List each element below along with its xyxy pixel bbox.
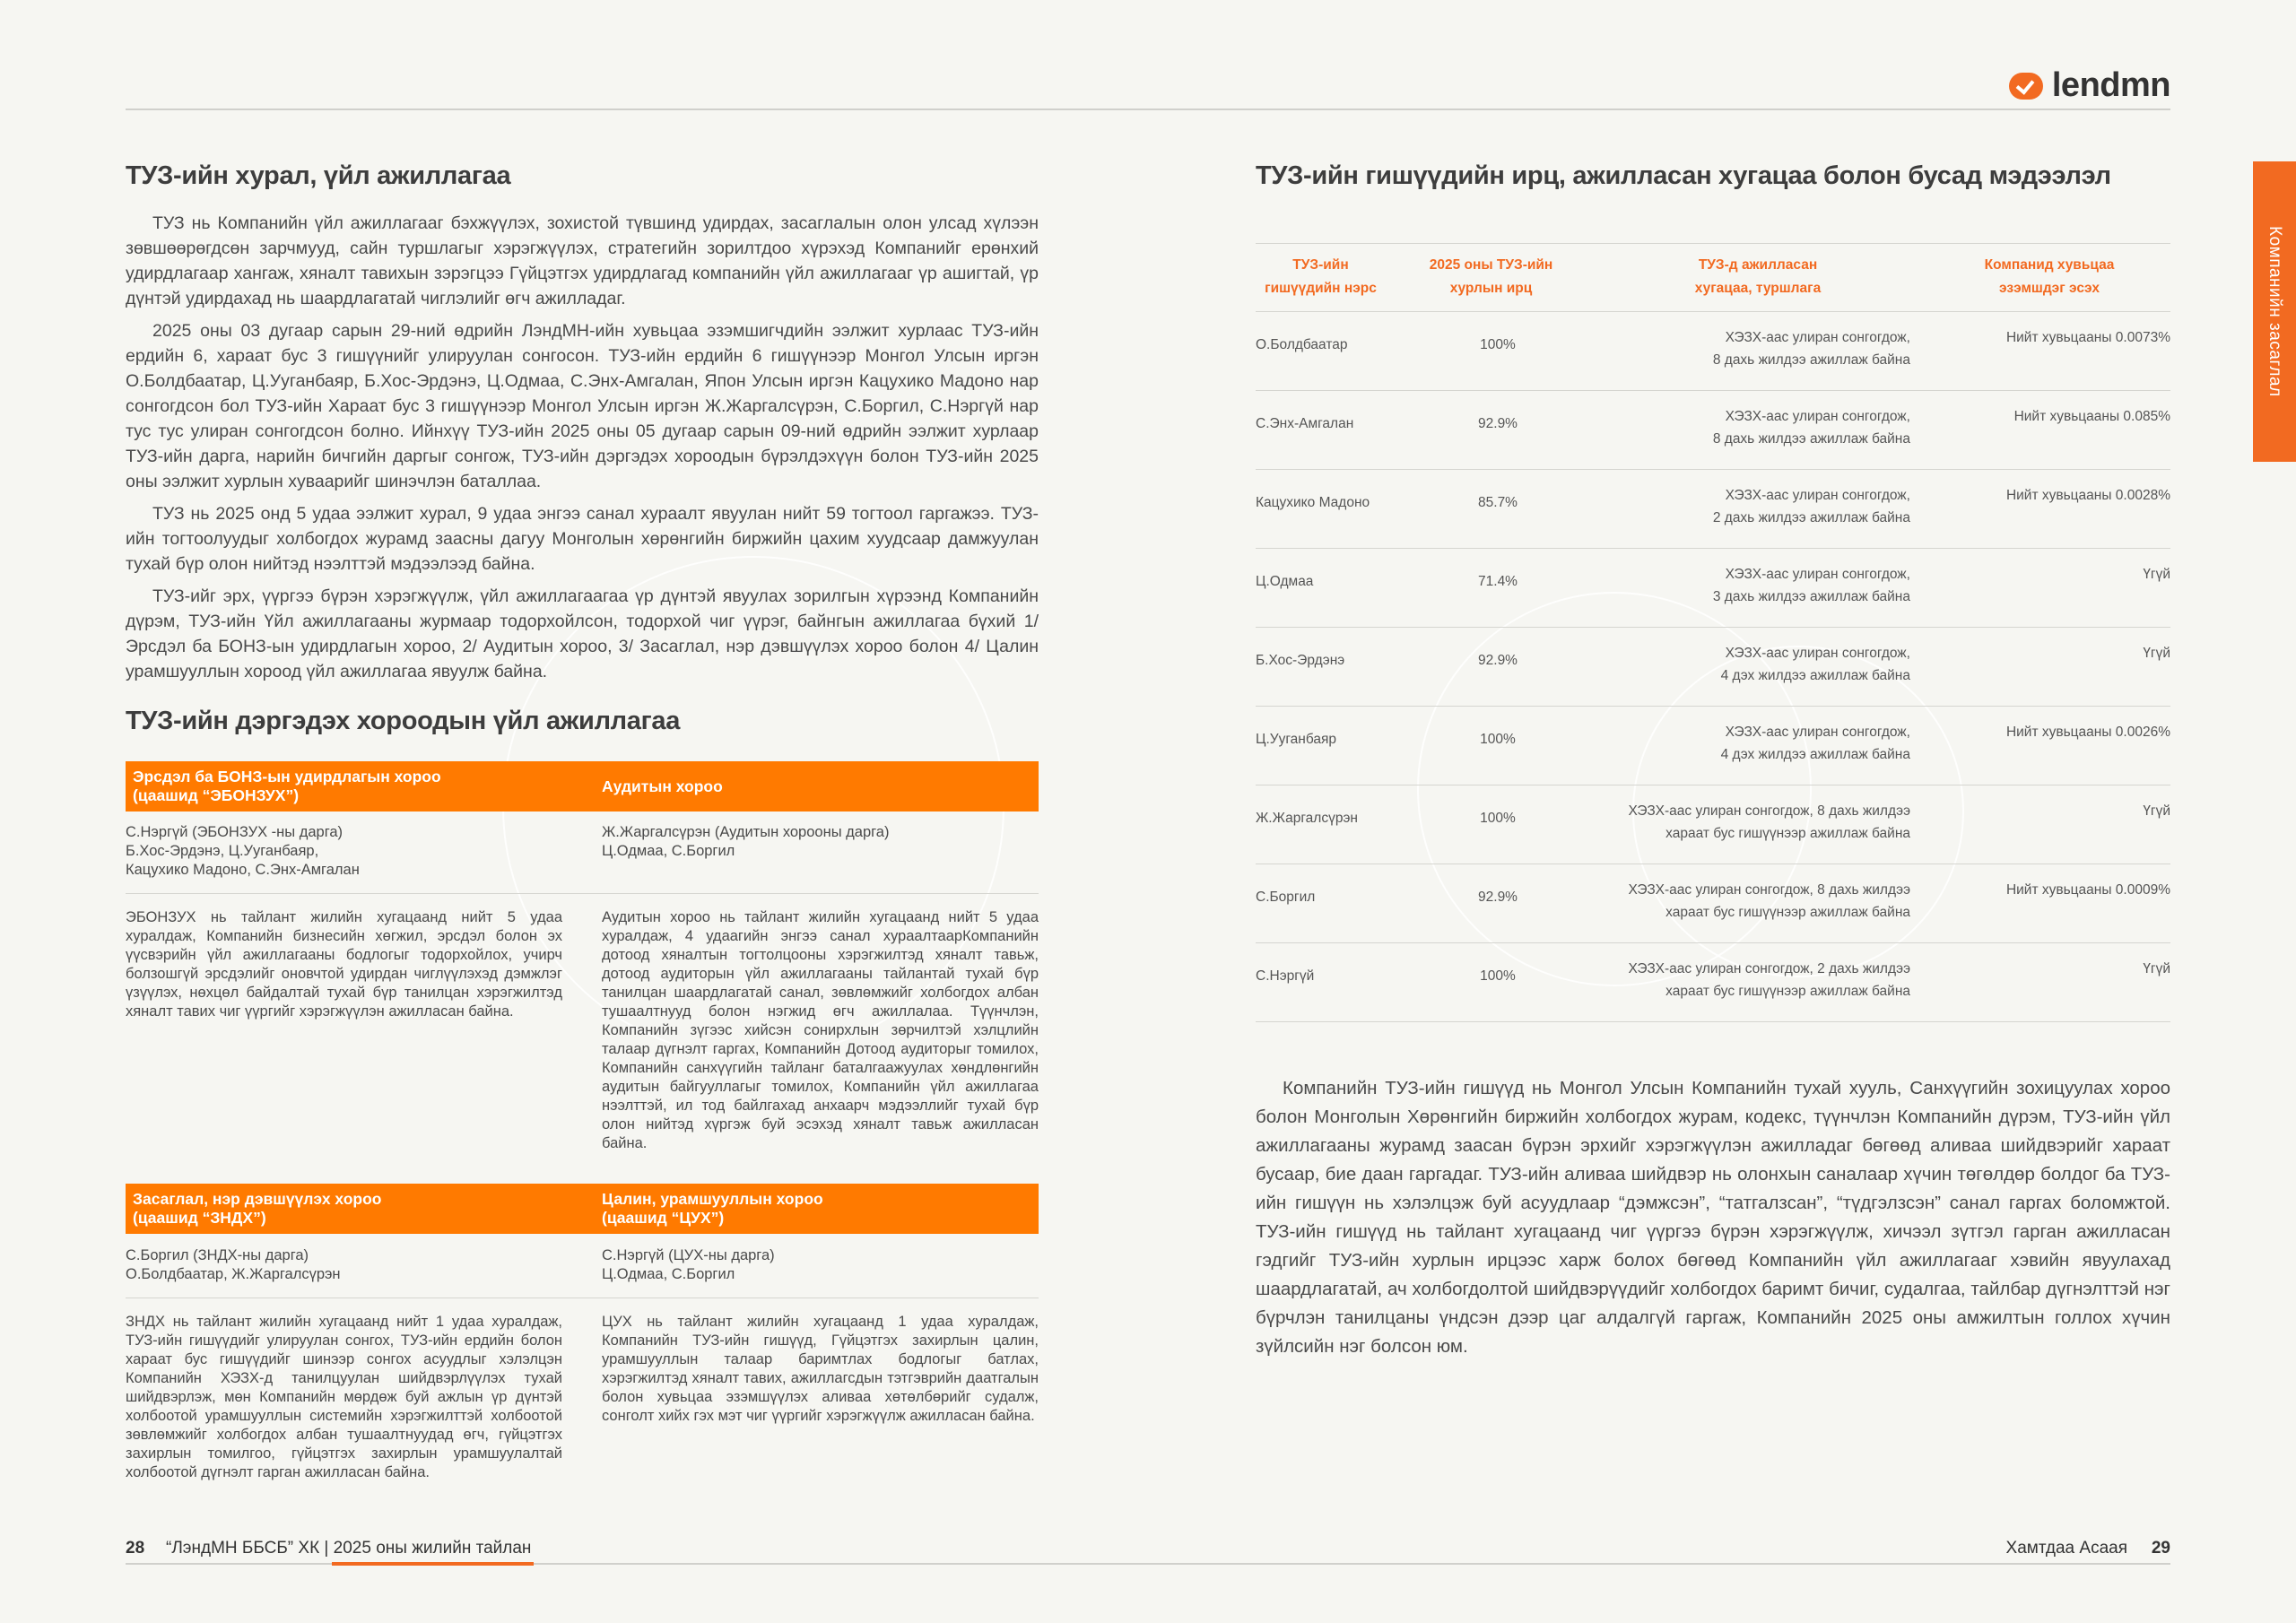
member-attendance: 92.9% (1478, 416, 1518, 431)
committee-description: ЦУХ нь тайлант жилийн хугацаанд 1 удаа хуралдаж, Компанийн ТУЗ-ийн гишүүд, Гүйцэтгэх захирлын цалин, урамшууллын талаар баримтлах бодлогыг батлах, хэрэгжилтэд хяналт тавих, ажиллагсдын тэтгэврийн даатгалын болон хувьцаа эзэмшүүлэх аливаа хөтөлбөрийг судалж, сонголт хийх гэх мэт чиг үүргийг хэрэгжүүлж ажилласан байна. (602, 1314, 1039, 1424)
member-shares: Нийт хувьцааны 0.0028% (2005, 488, 2170, 503)
table-row-divider (1256, 390, 2170, 391)
page-number-left: 28 (126, 1539, 145, 1558)
committee-header-bar (126, 1184, 1039, 1234)
member-shares: Үгүй (2143, 567, 2170, 582)
member-shares: Үгүй (2143, 803, 2170, 819)
header-divider (126, 108, 2170, 110)
member-attendance: 100% (1480, 732, 1516, 747)
page-number-right: 29 (2151, 1539, 2170, 1558)
table-header-name: ТУЗ-ийн гишүүдийн нэрс (1265, 257, 1377, 296)
committee-title: Эрсдэл ба БОНЗ-ын удирдлагын хороо (цаашид “ЭБОНЗУХ”) (133, 768, 441, 804)
committee-description: ЭБОНЗУХ нь тайлант жилийн хугацаанд нийт 5 удаа хуралдаж, Компанийн бизнесийн хөгжил, эрсдэл болон эх үүсвэрийн үйл ажиллагааны бодлогыг тодорхойлох, учирч болзошгүй эрсдэлийг оновчтой удирдан чиглүүлэхэд дэмжлэг үзүүлэх, нөхцөл байдалтай тухай бүр танилцан хэрэгжилтэд хяналт тавих чиг үүргийг хэрэгжүүлэн ажилласан байна. (126, 909, 562, 1020)
member-name: С.Энх-Амгалан (1256, 416, 1354, 431)
committee-description: Аудитын хороо нь тайлант жилийн хугацаанд нийт 5 удаа хуралдаж, 4 удаагийн энгээ санал хураалтаарКомпанийн дотоод хяналтын тогтолцооны хэрэгжилтэд хяналт тавьж, дотоод аудиторын үйл ажиллагааны тайлантай тухай бүр танилцан шаардлагатай санал, зөвлөмжийг холбогдох албан тушаалтнууд болон нэгжид өгч ажиллалаа. Түүнчлэн, Компанийн зүгээс хийсэн сонирхлын зөрчилтэй хэлцлийн талаар дүгнэлт гаргах, Компанийн Дотоод аудиторыг томилох, Компанийн санхүүгийн тайланг баталгаажуулах хөндлөнгийн аудитын байгууллагыг томилох, Компанийн үйл ажиллагаа нээлттэй, ил тод байлгахад анхаарч мэдээллийг тухай бүр олон нийтэд хүргэж буй эсэхэд хяналт тавьж ажилласан байна. (602, 909, 1039, 1151)
member-attendance: 100% (1480, 968, 1516, 984)
committee-members: С.Боргил (ЗНДХ-ны дарга) О.Болдбаатар, Ж.Жаргалсүрэн (126, 1247, 341, 1282)
board-summary-paragraph: Компанийн ТУЗ-ийн гишүүд нь Монгол Улсын Компанийн тухай хууль, Санхүүгийн зохицуулах хороо болон Монголын Хөрөнгийн биржийн холбогдох журам, кодекс, түүнчлэн Компанийн дүрэм, ТУЗ-ийн үйл ажиллагааны журамд заасан бүрэн эрхийг хэрэгжүүлэн ажилладаг бөгөөд аливаа шийдвэрийг хараат бусаар, бие даан гаргадаг. ТУЗ-ийн аливаа шийдвэр нь олонхын саналаар хүчин төгөлдөр болдог ба ТУЗ-ийн гишүүн нь хэлэлцэж буй асуудлаар “дэмжсэн”, “татгалзсан”, “түдгэлзсэн” санал гаргах боломжтой. ТУЗ-ийн гишүүд нь тайлант хугацаанд чиг үүргээ бүрэн хэрэгжүүлж, хичээл зүтгэл гарган ажилласан гэдгийг ТУЗ-ийн хурлын ирцээс харж болох бөгөөд Компанийн үйл ажиллагааг хэвийн явуулахад шаардлагатай, ач холбогдолтой шийдвэрүүдийг холбогдох баримт бичиг, судалгаа, тайлбар дүгнэлттэй нэг бүрчлэн танилцаны үндсэн дээр цаг алдалгүй гаргаж, Компанийн 2025 оны амжилтын голлох хүчин зүйлсийн нэг болсон юм. (1256, 1078, 2170, 1357)
committee-text-row (126, 1313, 1039, 1482)
member-shares: Үгүй (2143, 961, 2170, 976)
section-side-tab (2253, 161, 2296, 462)
member-attendance: 92.9% (1478, 890, 1518, 905)
committee-title: Засаглал, нэр дэвшүүлэх хороо (цаашид “ЗНДХ”) (133, 1190, 382, 1227)
member-shares: Нийт хувьцааны 0.0026% (2005, 725, 2170, 740)
intro-paragraph: ТУЗ-ийг эрх, үүргээ бүрэн хэрэгжүүлж, үйл ажиллагаагаа үр дүнтэй явуулах зорилгын хүрээнд Компанийн дүрэм, ТУЗ-ийн Үйл ажиллагааны журмаар тодорхойлсон, тодорхой чиг үүрэг, байнгын ажиллагаа бүхий 1/ Эрсдэл ба БОНЗ-ын удирдлагын хороо, 2/ Аудитын хороо, 3/ Засаглал, нэр дэвшүүлэх хороо болон 4/ Цалин урамшууллын хороод үйл ажиллагаа явуулж байна. (126, 586, 1039, 681)
member-attendance: 100% (1480, 811, 1516, 826)
member-tenure: ХЭЗХ-аас улиран сонгогдож, 8 дахь жилдээ ажиллаж байна (1712, 330, 1910, 368)
table-top-line (1256, 243, 2170, 244)
member-shares: Нийт хувьцааны 0.0009% (2005, 882, 2170, 898)
committee-divider (126, 893, 1039, 894)
member-name: Кацухико Мадоно (1256, 495, 1370, 510)
intro-text (126, 211, 1039, 691)
member-name: Б.Хос-Эрдэнэ (1256, 653, 1345, 668)
committee-members: С.Нэргүй (ЦУХ-ны дарга) Ц.Одмаа, С.Боргил (602, 1247, 775, 1282)
table-row-divider (1256, 469, 2170, 470)
table-row-divider (1256, 1021, 2170, 1022)
table-row-divider (1256, 548, 2170, 549)
member-tenure: ХЭЗХ-аас улиран сонгогдож, 2 дахь жилдээ ажиллаж байна (1712, 488, 1910, 525)
table-header-shares: Компанид хувьцаа эзэмшдэг эсэх (1984, 257, 2115, 296)
logo-text: lendmn (2051, 66, 2170, 104)
member-name: О.Болдбаатар (1256, 337, 1348, 352)
meetings-heading: ТУЗ-ийн хурал, үйл ажиллагаа (126, 161, 511, 190)
table-header-tenure: ТУЗ-д ажилласан хугацаа, туршлага (1694, 257, 1822, 296)
member-attendance: 71.4% (1478, 574, 1518, 589)
intro-paragraph: ТУЗ нь Компанийн үйл ажиллагааг бэхжүүлэх, зохистой түвшинд удирдах, засаглалын олон улсад хүлээн зөвшөөрөгдсөн зарчмууд, сайн туршлагыг хэрэгжүүлэх, стратегийн зорилтдоо хүрэхэд Компанийг ерөнхий удирдлагаар хангаж, хяналт тавихын зэрэгцээ Гүйцэтгэх удирдлагад компанийн үйл ажиллагааг үр ашигтай, үр дүнтэй удирдахад нь шаардлагатай чиглэлийг өгч ажилладаг. (126, 213, 1039, 308)
member-name: Ж.Жаргалсүрэн (1256, 811, 1358, 826)
member-tenure: ХЭЗХ-аас улиран сонгогдож, 4 дэх жилдээ ажиллаж байна (1720, 646, 1910, 683)
member-name: С.Боргил (1256, 890, 1316, 905)
member-attendance: 85.7% (1478, 495, 1518, 510)
member-tenure: ХЭЗХ-аас улиран сонгогдож, 3 дахь жилдээ ажиллаж байна (1712, 567, 1910, 604)
member-tenure: ХЭЗХ-аас улиран сонгогдож, 2 дахь жилдээ хараат бус гишүүнээр ажиллаж байна (1628, 961, 1910, 999)
member-attendance: 92.9% (1478, 653, 1518, 668)
intro-paragraph: 2025 оны 03 дугаар сарын 29-ний өдрийн ЛэндМН-ийн хувьцаа эзэмшигчдийн ээлжит хурлаас ТУЗ-ийн ердийн 6, хараат бус 3 гишүүнийг улируулан сонгосон. ТУЗ-ийн ердийн 6 гишүүнээр Монгол Улсын иргэн О.Болдбаатар, Ц.Ууганбаяр, Б.Хос-Эрдэнэ, Ц.Одмаа, С.Энх-Амгалан, Япон Улсын иргэн Кацухико Мадоно нар сонгогдсон бол ТУЗ-ийн Хараат бус 3 гишүүнээр Монгол Улсын иргэн Ж.Жаргалсүрэн, С.Боргил, С.Нэргүй нар тус тус улиран сонгогдсон болно. Ийнхүү ТУЗ-ийн 2025 оны 05 дугаар сарын 09-ний өдрийн ээлжит хурлаар ТУЗ-ийн дарга, нарийн бичгийн даргыг сонгож, ТУЗ-ийн дэргэдэх хороодын бүрэлдэхүүн болон ТУЗ-ийн 2025 оны ээлжит хурлын хуваарийг шинэчлэн баталлаа. (126, 321, 1039, 491)
side-tab-label: Компанийн засаглал (2266, 226, 2284, 397)
committee-header-bar (126, 761, 1039, 812)
member-shares: Үгүй (2143, 646, 2170, 661)
member-shares: Нийт хувьцааны 0.0073% (2005, 330, 2170, 345)
member-attendance: 100% (1480, 337, 1516, 352)
footer-motto: Хамтдаа Асаая (2005, 1539, 2127, 1558)
member-tenure: ХЭЗХ-аас улиран сонгогдож, 8 дахь жилдээ хараат бус гишүүнээр ажиллаж байна (1628, 882, 1910, 920)
table-row-divider (1256, 706, 2170, 707)
member-tenure: ХЭЗХ-аас улиран сонгогдож, 8 дахь жилдээ ажиллаж байна (1712, 409, 1910, 447)
member-tenure: ХЭЗХ-аас улиран сонгогдож, 4 дэх жилдээ ажиллаж байна (1720, 725, 1910, 762)
member-tenure: ХЭЗХ-аас улиран сонгогдож, 8 дахь жилдээ хараат бус гишүүнээр ажиллаж байна (1628, 803, 1910, 841)
report-title: “ЛэндМН ББСБ” ХК | 2025 оны жилийн тайлан (166, 1539, 532, 1558)
table-header-attendance: 2025 оны ТУЗ-ийн хурлын ирц (1429, 257, 1553, 296)
committee-members-row (126, 823, 1039, 880)
member-name: Ц.Ууганбаяр (1256, 732, 1337, 747)
committee-title: Цалин, урамшууллын хороо (цаашид “ЦУХ”) (602, 1190, 823, 1227)
board-table-heading: ТУЗ-ийн гишүүдийн ирц, ажилласан хугацаа болон бусад мэдээлэл (1256, 161, 2111, 190)
intro-paragraph: ТУЗ нь 2025 онд 5 удаа ээлжит хурал, 9 удаа энгээ санал хураалт явуулан нийт 59 тогтоол гаргажээ. ТУЗ-ийн тогтоолуудыг холбогдох журамд заасны дагуу Монголын хөрөнгийн биржийн цахим хуудсаар дамжуулан тухай бүр олон нийтэд нээлттэй мэдээлээд байна. (126, 504, 1039, 574)
table-row-divider (1256, 627, 2170, 628)
lendmn-logo (2009, 66, 2170, 105)
member-name: С.Нэргүй (1256, 968, 1315, 984)
footer-accent-bar (332, 1562, 534, 1566)
table-header-line (1256, 311, 2170, 312)
member-name: Ц.Одмаа (1256, 574, 1314, 589)
committee-title: Аудитын хороо (602, 777, 723, 795)
check-icon (2009, 73, 2043, 100)
committee-members: Ж.Жаргалсүрэн (Аудитын хорооны дарга) Ц.Одмаа, С.Боргил (602, 824, 890, 859)
committee-members-row (126, 1246, 1039, 1284)
committee-text-row (126, 908, 1039, 1153)
committees-heading: ТУЗ-ийн дэргэдэх хороодын үйл ажиллагаа (126, 707, 681, 735)
committee-description: ЗНДХ нь тайлант жилийн хугацаанд нийт 1 удаа хуралдаж, ТУЗ-ийн гишүүдийг улируулан сонгох, ТУЗ-ийн ердийн болон хараат бус гишүүдийг шинээр сонгох асуудлыг хэлэлцэн Компанийн ХЭЗХ-д танилцуулан шийдвэрлүүлэх тухай шийдвэрлэж, мөн Компанийн мөрдөж буй ажлын үр дүнтэй холбоотой урамшууллын системийн хэрэгжилттэй холбоотой зөвлөмжийг холбогдох албан тушаалтнуудад өгч, гүйцэтгэх захирлын томилгоо, гүйцэтгэх захирлын урамшуулалтай холбоотой дүгнэлт гарган ажилласан байна. (126, 1314, 562, 1480)
committee-members: С.Нэргүй (ЭБОНЗУХ -ны дарга) Б.Хос-Эрдэнэ, Ц.Ууганбаяр, Кацухико Мадоно, С.Энх-Амгалан (126, 824, 360, 878)
member-shares: Нийт хувьцааны 0.085% (2013, 409, 2170, 424)
table-row-divider (1256, 942, 2170, 943)
